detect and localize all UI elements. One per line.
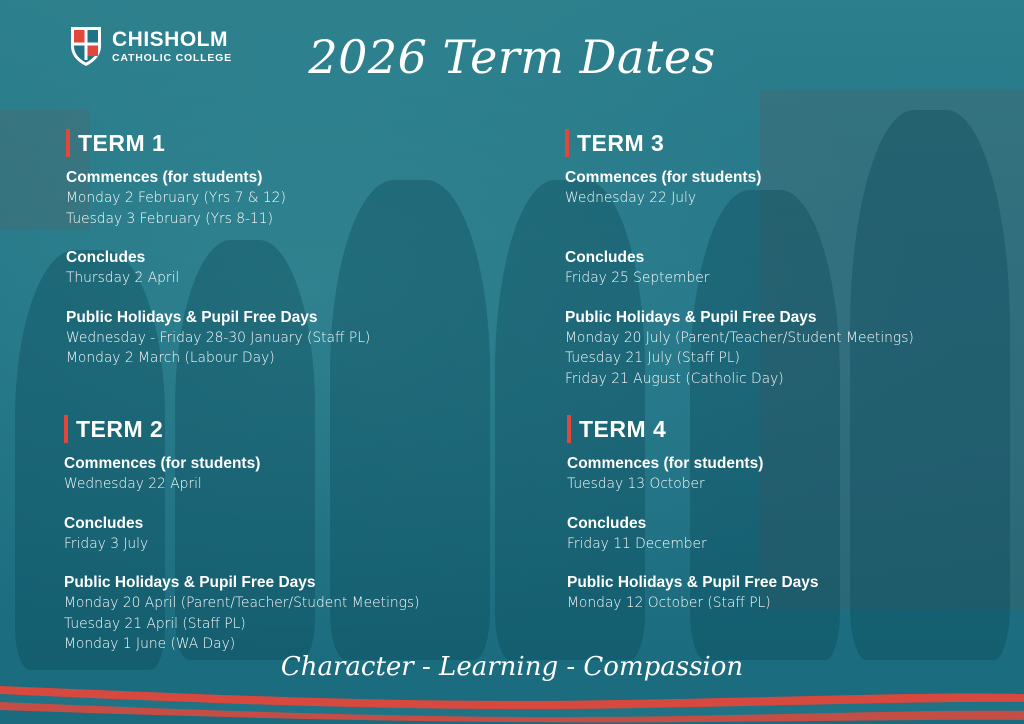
holidays-label: Public Holidays & Pupil Free Days [66, 308, 318, 326]
commences-date: Wednesday 22 July [565, 190, 697, 206]
page-title: 2026 Term Dates [308, 30, 716, 84]
commences-date: Tuesday 13 October [567, 476, 705, 492]
concludes-date: Friday 25 September [565, 270, 710, 286]
concludes-section [66, 248, 496, 289]
commences-label: Commences (for students) [64, 455, 261, 472]
holidays-section [567, 573, 997, 614]
commences-section [64, 454, 494, 495]
holiday-date: Monday 1 June (WA Day) [64, 636, 236, 652]
holiday-date: Tuesday 21 April (Staff PL) [64, 615, 246, 632]
commences-label: Commences (for students) [66, 169, 263, 186]
commences-label: Commences (for students) [565, 169, 762, 186]
term-4-block [567, 414, 997, 633]
concludes-label: Concludes [66, 249, 146, 266]
holiday-date: Monday 20 July (Parent/Teacher/Student Meetings) [565, 329, 914, 346]
concludes-section [64, 514, 494, 555]
holiday-date: Monday 12 October (Staff PL) [567, 595, 771, 611]
concludes-label: Concludes [567, 514, 647, 532]
commences-spacer [565, 209, 995, 230]
commences-label: Commences (for students) [567, 455, 764, 472]
term-title: TERM 4 [579, 415, 667, 442]
commences-date: Wednesday 22 April [64, 476, 202, 492]
college-name: CHISHOLM [112, 27, 228, 51]
commences-date: Tuesday 3 February (Yrs 8-11) [66, 210, 273, 227]
term-accent-bar [64, 415, 68, 443]
term-accent-bar [565, 129, 569, 157]
holidays-label: Public Holidays & Pupil Free Days [565, 308, 817, 326]
term-title: TERM 2 [76, 415, 164, 442]
concludes-label: Concludes [64, 514, 144, 532]
commences-section [567, 454, 997, 495]
term-1-block [66, 128, 496, 388]
concludes-date: Friday 11 December [567, 535, 707, 552]
concludes-section [565, 248, 995, 289]
holidays-section [66, 308, 496, 369]
commences-section [66, 168, 496, 229]
commences-section [565, 168, 995, 229]
holidays-label: Public Holidays & Pupil Free Days [567, 574, 819, 591]
term-2-block [64, 414, 494, 674]
holidays-section [565, 308, 995, 390]
commences-date: Monday 2 February (Yrs 7 & 12) [66, 190, 286, 206]
holiday-date: Friday 21 August (Catholic Day) [565, 370, 784, 387]
concludes-date: Friday 3 July [64, 535, 149, 552]
holiday-date: Wednesday - Friday 28-30 January (Staff PL) [66, 329, 371, 346]
concludes-section [567, 514, 997, 555]
holiday-date: Tuesday 21 July (Staff PL) [565, 350, 740, 366]
holidays-label: Public Holidays & Pupil Free Days [64, 574, 316, 591]
college-subtitle: CATHOLIC COLLEGE [112, 51, 232, 64]
term-title: TERM 1 [78, 129, 166, 156]
concludes-label: Concludes [565, 249, 645, 266]
term-accent-bar [66, 129, 70, 157]
term-title: TERM 3 [577, 129, 665, 156]
holidays-section [64, 573, 494, 655]
term-3-block [565, 128, 995, 408]
term-accent-bar [567, 415, 571, 443]
holiday-date: Monday 2 March (Labour Day) [66, 350, 275, 366]
college-motto: Character - Learning - Compassion [280, 652, 744, 682]
holiday-date: Monday 20 April (Parent/Teacher/Student Meetings) [64, 595, 420, 611]
concludes-date: Thursday 2 April [66, 270, 180, 286]
